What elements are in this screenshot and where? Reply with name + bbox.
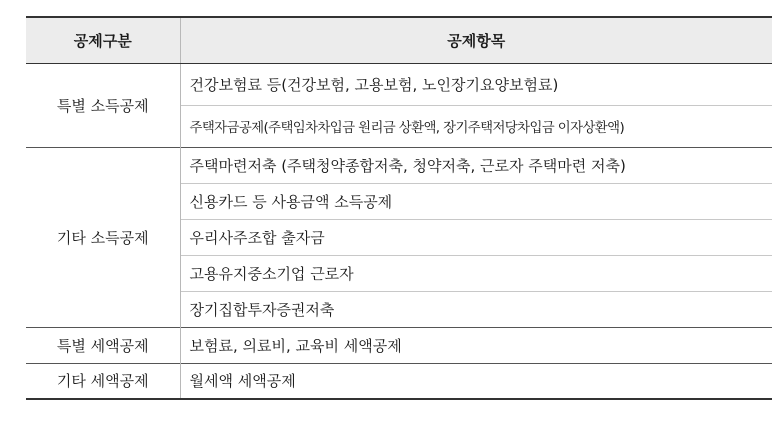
deduction-table-container xyxy=(26,16,772,400)
table-row xyxy=(26,363,772,399)
item-cell: 건강보험료 등(건강보험, 고용보험, 노인장기요양보험료) xyxy=(180,63,772,105)
item-cell: 장기집합투자증권저축 xyxy=(180,291,772,327)
category-cell: 특별 소득공제 xyxy=(26,63,180,147)
header-items: 공제항목 xyxy=(180,17,772,63)
item-cell: 보험료, 의료비, 교육비 세액공제 xyxy=(180,327,772,363)
table-row xyxy=(26,63,772,105)
item-cell: 신용카드 등 사용금액 소득공제 xyxy=(180,183,772,219)
category-cell: 기타 세액공제 xyxy=(26,363,180,399)
header-row xyxy=(26,17,772,63)
header-category: 공제구분 xyxy=(26,17,180,63)
deduction-table xyxy=(26,16,772,400)
item-cell: 고용유지중소기업 근로자 xyxy=(180,255,772,291)
item-cell: 우리사주조합 출자금 xyxy=(180,219,772,255)
category-cell: 특별 세액공제 xyxy=(26,327,180,363)
table-row xyxy=(26,327,772,363)
item-cell: 주택자금공제(주택임차차입금 원리금 상환액, 장기주택저당차입금 이자상환액) xyxy=(180,105,772,147)
item-cell: 월세액 세액공제 xyxy=(180,363,772,399)
table-row xyxy=(26,147,772,183)
category-cell: 기타 소득공제 xyxy=(26,147,180,327)
item-cell: 주택마련저축 (주택청약종합저축, 청약저축, 근로자 주택마련 저축) xyxy=(180,147,772,183)
